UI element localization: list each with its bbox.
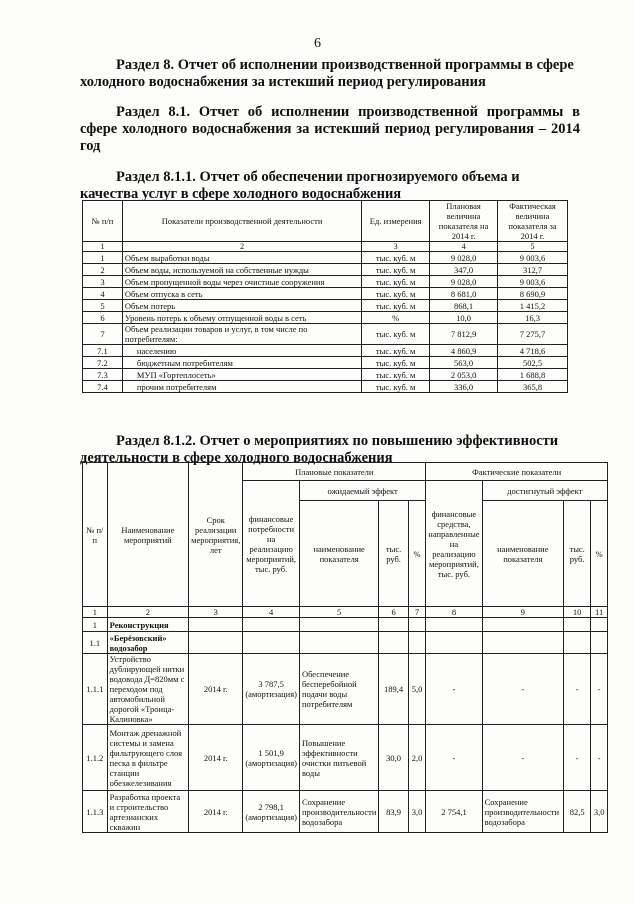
table-row (83, 300, 568, 312)
table-row (83, 324, 568, 345)
row-number: 6 (83, 312, 123, 324)
header-cell: Фактические показатели (426, 463, 608, 481)
table-header-row (83, 201, 568, 242)
table-row (83, 791, 608, 833)
fact-value: 502,5 (498, 357, 568, 369)
fact-indicator: Сохранение производительности водозабора (482, 791, 563, 833)
plan-rub: 30,0 (379, 725, 408, 791)
header-cell: ожидаемый эффект (299, 481, 425, 501)
column-number: 3 (189, 607, 243, 618)
header-cell: Показатели производственной деятельности (122, 201, 361, 242)
fact-finance: - (426, 654, 482, 725)
page-number: 6 (314, 36, 321, 51)
unit: тыс. куб. м (362, 264, 430, 276)
measure-name: Устройство дублирующей нитки водовода Д=820мм с переходом под автомобильной дорогой «Троица-Калиновка» (107, 654, 188, 725)
section-8-1-2-title: Раздел 8.1.2. Отчет о мероприятиях по повышению эффективности деятельности в сфере холодного водоснабжения (80, 433, 559, 466)
section-8-1-1-title: Раздел 8.1.1. Отчет об обеспечении прогнозируемого объема и качества услуг в сфере холодного водоснабжения (80, 169, 520, 202)
row-number: 7.3 (83, 369, 123, 381)
fact-value: 1 688,8 (498, 369, 568, 381)
term: 2014 г. (189, 725, 243, 791)
table-row (83, 252, 568, 264)
indicator-name: Объем выработки воды (122, 252, 361, 264)
table-row (83, 632, 608, 654)
column-number: 2 (107, 607, 188, 618)
header-cell: тыс. руб. (379, 501, 408, 607)
plan-value: 4 860,9 (430, 345, 498, 357)
row-number: 5 (83, 300, 123, 312)
column-number: 5 (498, 242, 568, 252)
plan-indicator: Повышение эффективности очистки питьевой воды (299, 725, 378, 791)
fact-finance: 2 754,1 (426, 791, 482, 833)
indicator-name: МУП «Гортеплосеть» (122, 369, 361, 381)
table-row (83, 312, 568, 324)
row-number: 1.1 (83, 632, 108, 654)
indicator-name: Объем воды, используемой на собственные нужды (122, 264, 361, 276)
column-number: 9 (482, 607, 563, 618)
indicator-name: Уровень потерь к объему отпущенной воды в сеть (122, 312, 361, 324)
column-number: 2 (122, 242, 361, 252)
plan-value: 10,0 (430, 312, 498, 324)
fact-value: 16,3 (498, 312, 568, 324)
unit: тыс. куб. м (362, 381, 430, 393)
column-number: 10 (564, 607, 591, 618)
plan-value: 563,0 (430, 357, 498, 369)
row-number: 1 (83, 618, 108, 632)
row-number: 7.4 (83, 381, 123, 393)
unit: % (362, 312, 430, 324)
fact-indicator: - (482, 725, 563, 791)
table-row (83, 345, 568, 357)
plan-value: 9 028,0 (430, 252, 498, 264)
fact-rub: 82,5 (564, 791, 591, 833)
header-cell: тыс. руб. (564, 501, 591, 607)
plan-value: 9 028,0 (430, 276, 498, 288)
plan-indicator: Обеспечение бесперебойной подачи воды потребителям (299, 654, 378, 725)
column-number: 8 (426, 607, 482, 618)
column-number: 1 (83, 242, 123, 252)
header-cell: Плановая величина показателя на 2014 г. (430, 201, 498, 242)
row-number: 1.1.1 (83, 654, 108, 725)
unit: тыс. куб. м (362, 345, 430, 357)
column-number: 4 (430, 242, 498, 252)
header-cell: % (408, 501, 426, 607)
column-number-row (83, 607, 608, 618)
measure-name: Монтаж дренажной системы и замена фильтрующего слоя песка в фильтре станции обезжелезивания (107, 725, 188, 791)
row-number: 4 (83, 288, 123, 300)
fact-rub: - (564, 725, 591, 791)
indicator-name: бюджетным потребителям (122, 357, 361, 369)
measure-name: Разработка проекта и строительство артезианских скважин (107, 791, 188, 833)
section-8-title: Раздел 8. Отчет об исполнении производственной программы в сфере холодного водоснабжения за истекший период регулирования (80, 57, 574, 90)
header-cell: Наименование мероприятий (107, 463, 188, 607)
fact-pct: - (591, 725, 608, 791)
row-number: 2 (83, 264, 123, 276)
plan-pct: 5,0 (408, 654, 426, 725)
fact-value: 1 415,2 (498, 300, 568, 312)
table-row (83, 276, 568, 288)
header-cell: наименование показателя (482, 501, 563, 607)
fact-value: 365,8 (498, 381, 568, 393)
unit: тыс. куб. м (362, 300, 430, 312)
column-number: 1 (83, 607, 108, 618)
fact-finance: - (426, 725, 482, 791)
plan-finance: 3 787,5 (амортизация) (243, 654, 300, 725)
row-number: 1 (83, 252, 123, 264)
plan-finance: 2 798,1 (амортизация) (243, 791, 300, 833)
row-number: 3 (83, 276, 123, 288)
header-cell: Фактическая величина показателя за 2014 г. (498, 201, 568, 242)
term: 2014 г. (189, 654, 243, 725)
indicator-name: прочим потребителям (122, 381, 361, 393)
row-number: 1.1.3 (83, 791, 108, 833)
table-row (83, 654, 608, 725)
table-row (83, 288, 568, 300)
header-cell: № п/п (83, 463, 108, 607)
header-cell: № п/п (83, 201, 123, 242)
plan-value: 2 053,0 (430, 369, 498, 381)
indicator-name: населению (122, 345, 361, 357)
measure-name: «Берёзовский» водозабор (107, 632, 188, 654)
column-number: 5 (299, 607, 378, 618)
fact-value: 8 690,9 (498, 288, 568, 300)
row-number: 7.2 (83, 357, 123, 369)
fact-value: 312,7 (498, 264, 568, 276)
plan-value: 7 812,9 (430, 324, 498, 345)
plan-rub: 189,4 (379, 654, 408, 725)
indicator-name: Объем пропущенной воды через очистные сооружения (122, 276, 361, 288)
table-row (83, 357, 568, 369)
fact-indicator: - (482, 654, 563, 725)
plan-value: 8 681,0 (430, 288, 498, 300)
column-number: 3 (362, 242, 430, 252)
plan-finance: 1 501,9 (амортизация) (243, 725, 300, 791)
fact-value: 9 003,6 (498, 252, 568, 264)
row-number: 1.1.2 (83, 725, 108, 791)
row-number: 7.1 (83, 345, 123, 357)
plan-pct: 2,0 (408, 725, 426, 791)
table-header-row (83, 463, 608, 481)
table-row (83, 264, 568, 276)
column-number: 11 (591, 607, 608, 618)
fact-value: 9 003,6 (498, 276, 568, 288)
indicator-name: Объем потерь (122, 300, 361, 312)
plan-rub: 83,9 (379, 791, 408, 833)
column-number: 6 (379, 607, 408, 618)
header-cell: % (591, 501, 608, 607)
fact-value: 7 275,7 (498, 324, 568, 345)
header-cell: Плановые показатели (243, 463, 426, 481)
column-number: 4 (243, 607, 300, 618)
fact-pct: 3,0 (591, 791, 608, 833)
plan-value: 868,1 (430, 300, 498, 312)
plan-value: 336,0 (430, 381, 498, 393)
header-cell: достигнутый эффект (482, 481, 607, 501)
unit: тыс. куб. м (362, 288, 430, 300)
plan-indicator: Сохранение производительности водозабора (299, 791, 378, 833)
header-cell: Ед. измерения (362, 201, 430, 242)
column-number-row (83, 242, 568, 252)
table-row (83, 725, 608, 791)
table-row (83, 369, 568, 381)
table-row (83, 618, 608, 632)
row-number: 7 (83, 324, 123, 345)
header-cell: наименование показателя (299, 501, 378, 607)
fact-rub: - (564, 654, 591, 725)
header-cell: финансовые средства, направленные на реализацию мероприятий, тыс. руб. (426, 481, 482, 607)
table-row (83, 381, 568, 393)
plan-value: 347,0 (430, 264, 498, 276)
fact-pct: - (591, 654, 608, 725)
unit: тыс. куб. м (362, 357, 430, 369)
section-8-1-title: Раздел 8.1. Отчет об исполнении производственной программы в сфере холодного водоснабжения за истекший период регулирования – 2014 год (80, 104, 580, 154)
service-volume-table (82, 200, 568, 393)
unit: тыс. куб. м (362, 276, 430, 288)
measure-name: Реконструкция (107, 618, 188, 632)
fact-value: 4 718,6 (498, 345, 568, 357)
indicator-name: Объем реализации товаров и услуг, в том числе по потребителям: (122, 324, 361, 345)
unit: тыс. куб. м (362, 252, 430, 264)
term: 2014 г. (189, 791, 243, 833)
plan-pct: 3,0 (408, 791, 426, 833)
unit: тыс. куб. м (362, 369, 430, 381)
indicator-name: Объем отпуска в сеть (122, 288, 361, 300)
header-cell: финансовые потребности на реализацию мероприятий, тыс. руб. (243, 481, 300, 607)
header-cell: Срок реализации мероприятия, лет (189, 463, 243, 607)
unit: тыс. куб. м (362, 324, 430, 345)
column-number: 7 (408, 607, 426, 618)
measures-table (82, 462, 608, 833)
